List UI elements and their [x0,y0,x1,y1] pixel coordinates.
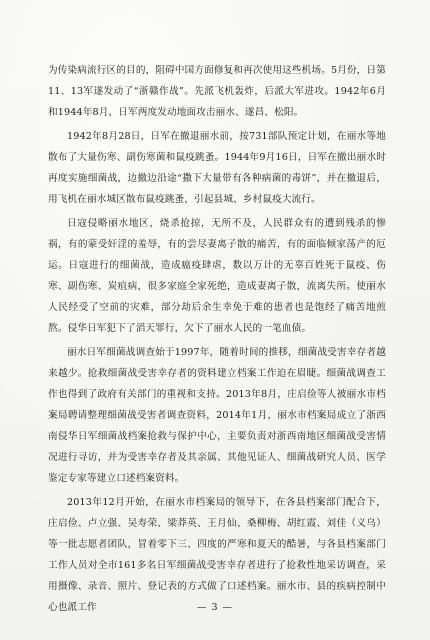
paragraph-3: 日寇侵略丽水地区，烧杀抢掠，无所不及，人民群众有的遭到残杀的惨祸，有的蒙受奸淫的羞辱，有的尝尽妻离子散的痛苦，有的面临倾家荡产的厄运。日寇进行的细菌战，造成瘟疫肆虐，数以万计的无辜百姓死于鼠疫、伤寒、副伤寒、炭疽病，很多家庭全家死绝，造成妻离子散，流离失所。使丽水人民经受了空前的灾难，部分劫后余生幸免于难的患者也是饱经了痛苦地煎熬。侵华日军犯下了滔天罪行，欠下了丽水人民的一笔血债。 [48,218,386,334]
paragraph-1: 为传染病流行区的目的，阻碍中国方面修复和再次使用这些机场。5月份，日第11、13军遂发动了“浙赣作战”。先派飞机轰炸，后派大军进攻。1942年6月和1944年8月，日军两度发动地面攻击丽水、遂昌、松阳。 [48,65,386,118]
paragraph-5: 2013年12月开始，在丽水市档案局的领导下，在各县档案部门配合下，庄启俭、卢立强、吴寿荣、梁莽英、王月仙、桑柳梅、胡红霞、刘佳（义乌）等一批志愿者团队，冒着零下三、四度的严寒和夏天的酷暑，与各县档案部门工作人员对全市161多名日军细菌战受害幸存者进行了抢救性地采访调查，采用摄像、录音、照片、登记表的方式做了口述档案。丽水市、县的疾病控制中心也派工作 [48,497,386,613]
paragraph-4: 丽水日军细菌战调查始于1997年，随着时间的推移，细菌战受害幸存者越来越少。抢救细菌战受害幸存者的资料建立档案工作迫在眉睫。细菌战调查工作也得到了政府有关部门的重视和支持。2013年8月，庄启俭等人被丽水市档案局聘请整理细菌战受害者调查资料，2014年1月，丽水市档案局成立了浙西南侵华日军细菌战档案抢救与保护中心，主要负责对浙西南地区细菌战受害情况进行寻访，并为受害幸存者及其亲属、其他见证人、细菌战研究人员、医学鉴定专家等建立口述档案资料。 [48,347,386,484]
document-body [48,60,386,618]
page-number: — 3 — [196,602,234,613]
paragraph-2: 1942年8月28日，日军在撤退丽水前，按731部队预定计划，在丽水等地散布了大量伤寒、副伤寒菌和鼠疫跳蚤。1944年9月16日，日军在撤出丽水时再度实施细菌战，边撤边沿途“撒下大量带有各种病菌的毒饼”，并在撤退后，用飞机在丽水城区散布鼠疫跳蚤，引起县城、乡村鼠疫大流行。 [48,131,386,205]
